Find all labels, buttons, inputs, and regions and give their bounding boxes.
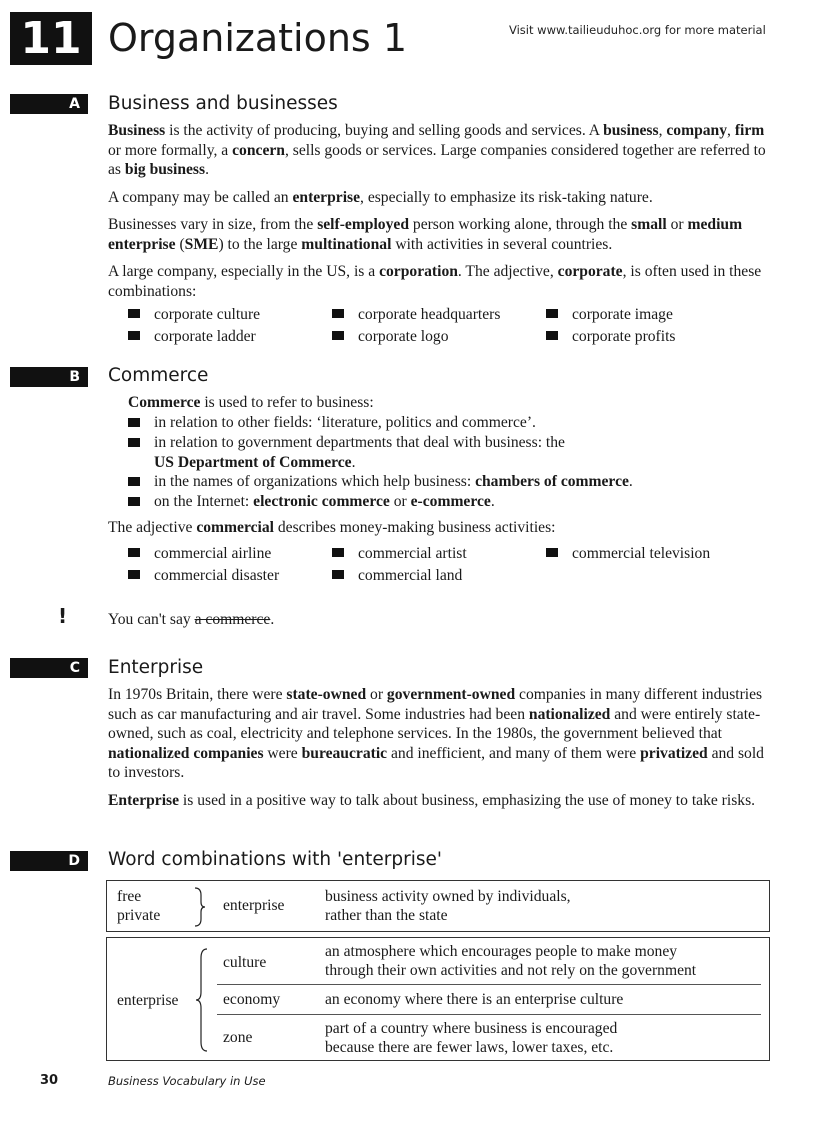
section-a-para-2: A company may be called an enterprise, especially to emphasize its risk-taking nature. [108, 188, 653, 206]
list-item: commercial land [332, 565, 462, 586]
definition-line: through their own activities and not rely on the government [325, 962, 697, 979]
exclamation-icon: ! [58, 604, 68, 628]
section-a-heading: Business and businesses [108, 93, 338, 114]
row-divider [217, 1014, 761, 1015]
commerce-bullets [128, 413, 768, 512]
list-item: on the Internet: electronic commerce or e-commerce. [128, 492, 768, 512]
table-word: zone [223, 1029, 253, 1046]
list-item: in the names of organizations which help business: chambers of commerce. [128, 472, 768, 492]
definition-line: part of a country where business is encouraged [325, 1020, 618, 1037]
commercial-intro: The adjective commercial describes money-making business activities: [108, 519, 556, 536]
list-item: commercial airline [128, 543, 271, 564]
definition-line: an atmosphere which encourages people to make money [325, 943, 678, 960]
section-b-marker: B [10, 367, 88, 387]
list-item: corporate culture [128, 304, 260, 325]
table-word: private [117, 907, 161, 924]
section-d-heading: Word combinations with 'enterprise' [108, 849, 443, 870]
section-a-para-3: Businesses vary in size, from the self-employed person working alone, through the small or medium enterprise (SME) to the large multinational with activities in several countries. [108, 216, 743, 253]
section-c-marker: C [10, 658, 88, 678]
section-c-para-2: Enterprise is used in a positive way to talk about business, emphasizing the use of money to take risks. [108, 791, 756, 809]
definition-line: rather than the state [325, 907, 448, 924]
table-word: culture [223, 954, 267, 971]
section-a-body [108, 121, 768, 309]
section-c-para-1: In 1970s Britain, there were state-owned or government-owned companies in many different industries such as car manufacturing and air travel. Some industries had been nationalized and were entirely state-owned, such as coal, electricity and telephone services. In the 1980s, the government believed that nationalized companies were bureaucratic and inefficient, and many of them were privatized and sold to investors. [108, 686, 764, 781]
section-c-body [108, 685, 768, 818]
definition-line: because there are fewer laws, lower taxes, etc. [325, 1039, 614, 1056]
list-item: corporate logo [332, 326, 449, 347]
unit-number-badge: 11 [10, 12, 92, 65]
enterprise-combinations-table [106, 937, 770, 1061]
header-note: Visit www.tailieuduhoc.org for more material [509, 23, 766, 37]
list-item: corporate image [546, 304, 673, 325]
definition-line: an economy where there is an enterprise culture [325, 991, 624, 1008]
table-word: economy [223, 991, 281, 1008]
list-item: in relation to other fields: ‘literature, politics and commerce’. [128, 413, 768, 433]
table-head: enterprise [117, 992, 179, 1009]
section-a-para-1: Business is the activity of producing, buying and selling goods and services. A business, company, firm or more formally, a concern, sells goods or services. Large companies considered together are referred to as big business. [108, 122, 766, 178]
section-d-marker: D [10, 851, 88, 871]
table-word: free [117, 888, 142, 905]
book-title: Business Vocabulary in Use [108, 1074, 266, 1088]
list-item: corporate profits [546, 326, 675, 347]
free-private-table [106, 880, 770, 932]
section-a-marker: A [10, 94, 88, 114]
list-item: corporate headquarters [332, 304, 500, 325]
page-number: 30 [40, 1073, 59, 1088]
table-head: enterprise [223, 897, 285, 914]
list-item: commercial disaster [128, 565, 279, 586]
right-brace-icon [193, 887, 207, 927]
section-c-heading: Enterprise [108, 657, 204, 678]
list-item: commercial artist [332, 543, 467, 564]
definition-line: business activity owned by individuals, [325, 888, 571, 905]
section-b-intro: Commerce is used to refer to business: [128, 394, 374, 411]
list-item: in relation to government departments that deal with business: the US Department of Commerce. [128, 433, 768, 473]
section-b-heading: Commerce [108, 365, 209, 386]
section-a-para-4: A large company, especially in the US, is a corporation. The adjective, corporate, is often used in these combinations: [108, 263, 762, 300]
note-text: You can't say a commerce. [108, 611, 275, 628]
list-item: corporate ladder [128, 326, 256, 347]
list-item: commercial television [546, 543, 710, 564]
row-divider [217, 984, 761, 985]
left-brace-icon [195, 948, 209, 1052]
page-title: Organizations 1 [108, 16, 407, 60]
